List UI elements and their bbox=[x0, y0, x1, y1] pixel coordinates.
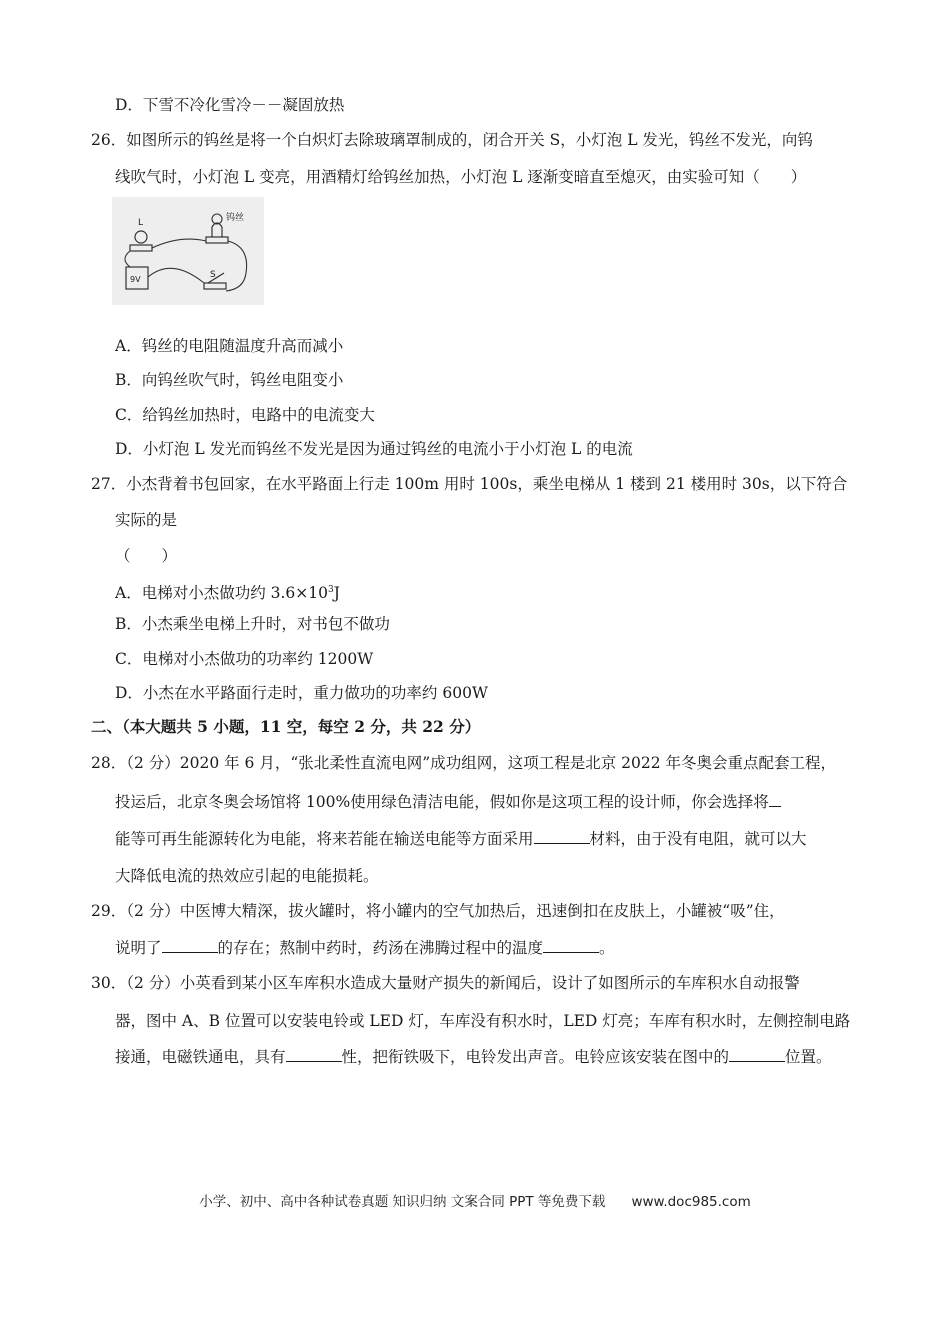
q25-option-d: D．下雪不冷化雪冷－－凝固放热 bbox=[115, 96, 345, 114]
q27-option-a-unit: J bbox=[333, 584, 340, 603]
q28-line2-text: 投运后，北京冬奥会场馆将 100%使用绿色清洁电能，假如你是这项工程的设计师，你会选择将 bbox=[115, 793, 769, 811]
q28-blank-1[interactable] bbox=[769, 792, 781, 807]
section-2-heading: 二、（本大题共 5 小题，11 空，每空 2 分，共 22 分） bbox=[91, 717, 481, 736]
q28-blank-2[interactable] bbox=[534, 829, 590, 844]
q27-option-c: C．电梯对小杰做功的功率约 1200W bbox=[115, 650, 374, 668]
q27-option-a bbox=[115, 580, 340, 603]
q28-stem-line4: 大降低电流的热效应引起的电能损耗。 bbox=[115, 867, 379, 885]
footer-url[interactable]: www.doc985.com bbox=[631, 1194, 751, 1210]
q27-option-b: B．小杰乘坐电梯上升时，对书包不做功 bbox=[115, 615, 390, 633]
q26-option-b: B．向钨丝吹气时，钨丝电阻变小 bbox=[115, 371, 344, 389]
q26-option-c: C．给钨丝加热时，电路中的电流变大 bbox=[115, 406, 375, 424]
q30-blank-2[interactable] bbox=[729, 1047, 785, 1062]
q30-stem-line3 bbox=[115, 1047, 832, 1067]
q30-stem-line2: 器，图中 A、B 位置可以安装电铃或 LED 灯，车库没有积水时，LED 灯亮；车库有积水时，左侧控制电路 bbox=[115, 1012, 851, 1030]
label-battery: 9V bbox=[130, 275, 141, 284]
label-switch: S bbox=[210, 270, 216, 280]
q28-line3-text-b: 材料，由于没有电阻，就可以大 bbox=[589, 830, 807, 848]
q29-stem-line1: 29．（2 分）中医博大精深，拔火罐时，将小罐内的空气加热后，迅速倒扣在皮肤上，小罐被“吸”住， bbox=[91, 902, 785, 920]
footer-text: 小学、初中、高中各种试卷真题 知识归纳 文案合同 PPT 等免费下载 bbox=[199, 1194, 606, 1210]
q28-stem-line3 bbox=[115, 829, 807, 849]
q29-blank-1[interactable] bbox=[162, 938, 218, 953]
label-tungsten-wire: 钨丝 bbox=[226, 213, 245, 223]
tungsten-wire-circuit-figure bbox=[112, 197, 264, 305]
q28-stem-line2 bbox=[115, 792, 781, 812]
q30-stem-line1: 30．（2 分）小英看到某小区车库积水造成大量财产损失的新闻后，设计了如图所示的车库积水自动报警 bbox=[91, 974, 800, 992]
q30-line3-text-b: 性，把衔铁吸下，电铃发出声音。电铃应该安装在图中的 bbox=[341, 1048, 730, 1066]
q27-answer-paren: （ ） bbox=[115, 547, 178, 565]
q30-line3-text-c: 位置。 bbox=[785, 1048, 832, 1066]
q26-stem-line1: 26．如图所示的钨丝是将一个白炽灯去除玻璃罩制成的，闭合开关 S，小灯泡 L 发光，钨丝不发光，向钨 bbox=[91, 131, 813, 149]
q29-stem-line2 bbox=[115, 938, 615, 958]
q30-line3-text-a: 接通，电磁铁通电，具有 bbox=[115, 1048, 286, 1066]
q28-stem-line1: 28．（2 分）2020 年 6 月，“张北柔性直流电网”成功组网，这项工程是北京 2022 年冬奥会重点配套工程， bbox=[91, 754, 837, 772]
page-footer bbox=[0, 1190, 950, 1210]
q27-stem-line1: 27．小杰背着书包回家，在水平路面上行走 100m 用时 100s，乘坐电梯从 1 楼到 21 楼用时 30s，以下符合 bbox=[91, 475, 848, 493]
q28-line3-text-a: 能等可再生能源转化为电能，将来若能在输送电能等方面采用 bbox=[115, 830, 534, 848]
label-lamp: L bbox=[138, 218, 144, 228]
q29-line2-text-c: 。 bbox=[599, 939, 615, 957]
q29-blank-2[interactable] bbox=[543, 938, 599, 953]
q26-option-a: A．钨丝的电阻随温度升高而减小 bbox=[115, 337, 344, 355]
q26-option-d: D．小灯泡 L 发光而钨丝不发光是因为通过钨丝的电流小于小灯泡 L 的电流 bbox=[115, 440, 633, 458]
q29-line2-text-b: 的存在；熬制中药时，药汤在沸腾过程中的温度 bbox=[217, 939, 544, 957]
circuit-diagram bbox=[112, 197, 264, 305]
q29-line2-text-a: 说明了 bbox=[115, 939, 162, 957]
q27-option-a-exponent: 3 bbox=[327, 585, 334, 595]
q27-stem-line2: 实际的是 bbox=[115, 511, 178, 529]
q27-option-d: D．小杰在水平路面行走时，重力做功的功率约 600W bbox=[115, 684, 488, 702]
q27-option-a-text: A．电梯对小杰做功约 3.6×10 bbox=[115, 584, 328, 603]
q26-stem-line2: 线吹气时，小灯泡 L 变亮，用酒精灯给钨丝加热，小灯泡 L 逐渐变暗直至熄灭，由实验可知（ ） bbox=[115, 168, 807, 186]
q30-blank-1[interactable] bbox=[286, 1047, 342, 1062]
